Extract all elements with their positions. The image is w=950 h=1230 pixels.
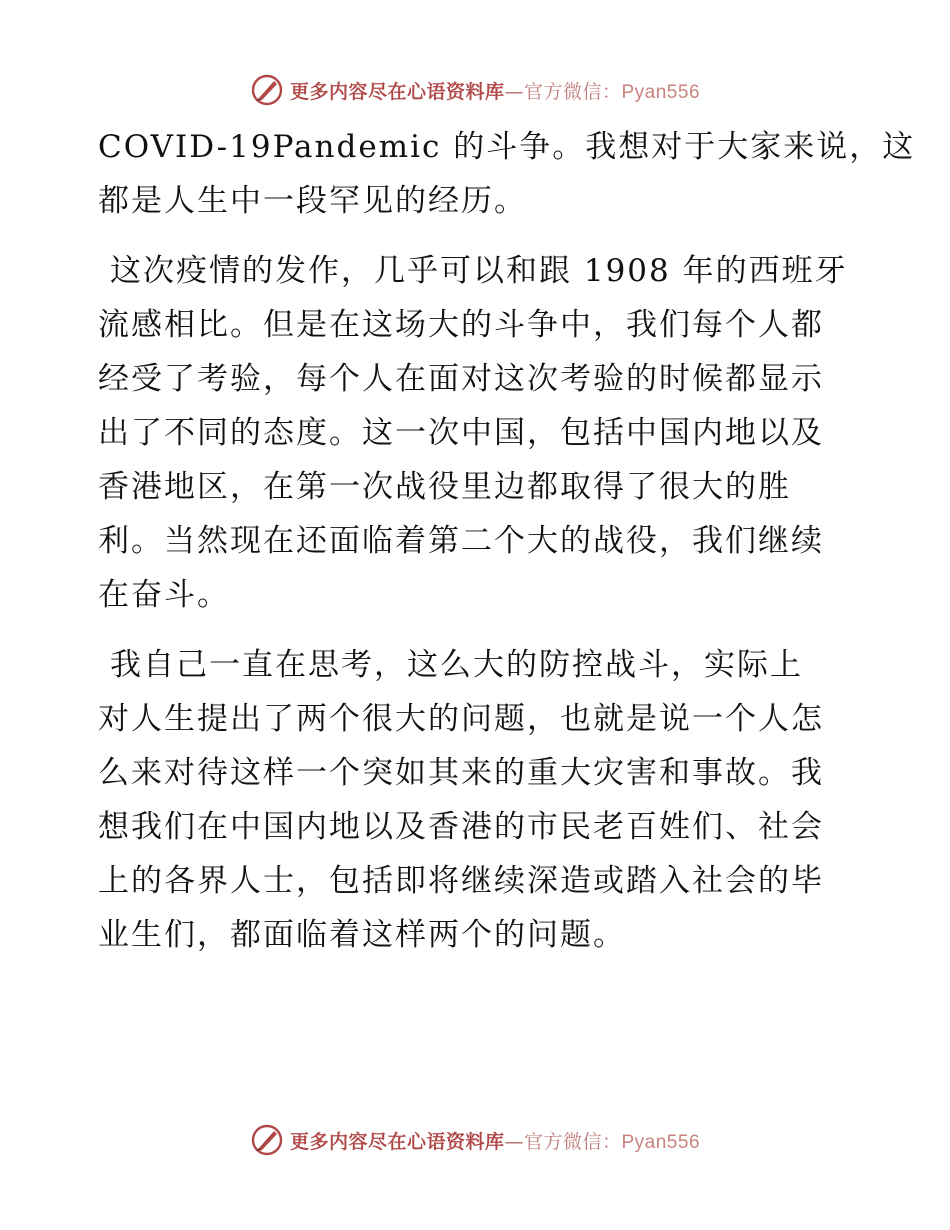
text-line: 对人生提出了两个很大的问题，也就是说一个人怎 <box>98 701 824 737</box>
text-line: 经受了考验，每个人在面对这次考验的时候都显示 <box>98 361 824 397</box>
watermark-wechat-id: Pyan556 <box>621 81 701 103</box>
watermark-text <box>290 77 700 104</box>
paragraph-2 <box>98 244 858 622</box>
quill-logo-icon <box>250 73 284 107</box>
watermark-wechat-id: Pyan556 <box>621 1131 701 1153</box>
watermark-brand: 更多内容尽在心语资料库 <box>289 1130 505 1153</box>
text-line: 我自己一直在思考，这么大的防控战斗，实际上 <box>110 647 803 683</box>
paragraph-3 <box>98 638 858 962</box>
quill-logo-icon <box>250 1123 284 1157</box>
text-line: 利。当然现在还面临着第二个大的战役，我们继续 <box>98 523 824 559</box>
text-line: 上的各界人士，包括即将继续深造或踏入社会的毕 <box>98 863 824 899</box>
text-line: 香港地区，在第一次战役里边都取得了很大的胜 <box>98 469 791 505</box>
watermark-text <box>290 1127 700 1154</box>
text-line: 在奋斗。 <box>98 577 230 613</box>
header-watermark <box>0 70 950 110</box>
text-line: 业生们，都面临着这样两个的问题。 <box>98 917 626 953</box>
text-line: 想我们在中国内地以及香港的市民老百姓们、社会 <box>98 809 824 845</box>
text-line: 流感相比。但是在这场大的斗争中，我们每个人都 <box>98 307 824 343</box>
watermark-separator: — <box>504 80 524 103</box>
text-line: 这次疫情的发作，几乎可以和跟 1908 年的西班牙 <box>110 253 848 289</box>
watermark-official-label: 官方微信： <box>523 80 622 103</box>
document-body <box>98 120 916 978</box>
watermark-separator: — <box>504 1130 524 1153</box>
footer-watermark <box>0 1120 950 1160</box>
paragraph-1 <box>98 120 916 228</box>
watermark-brand: 更多内容尽在心语资料库 <box>289 80 505 103</box>
text-line: 么来对待这样一个突如其来的重大灾害和事故。我 <box>98 755 824 791</box>
text-line: COVID-19Pandemic 的斗争。我想对于大家来说，这 <box>98 129 916 165</box>
watermark-official-label: 官方微信： <box>523 1130 622 1153</box>
text-line: 出了不同的态度。这一次中国，包括中国内地以及 <box>98 415 824 451</box>
text-line: 都是人生中一段罕见的经历。 <box>98 183 527 219</box>
